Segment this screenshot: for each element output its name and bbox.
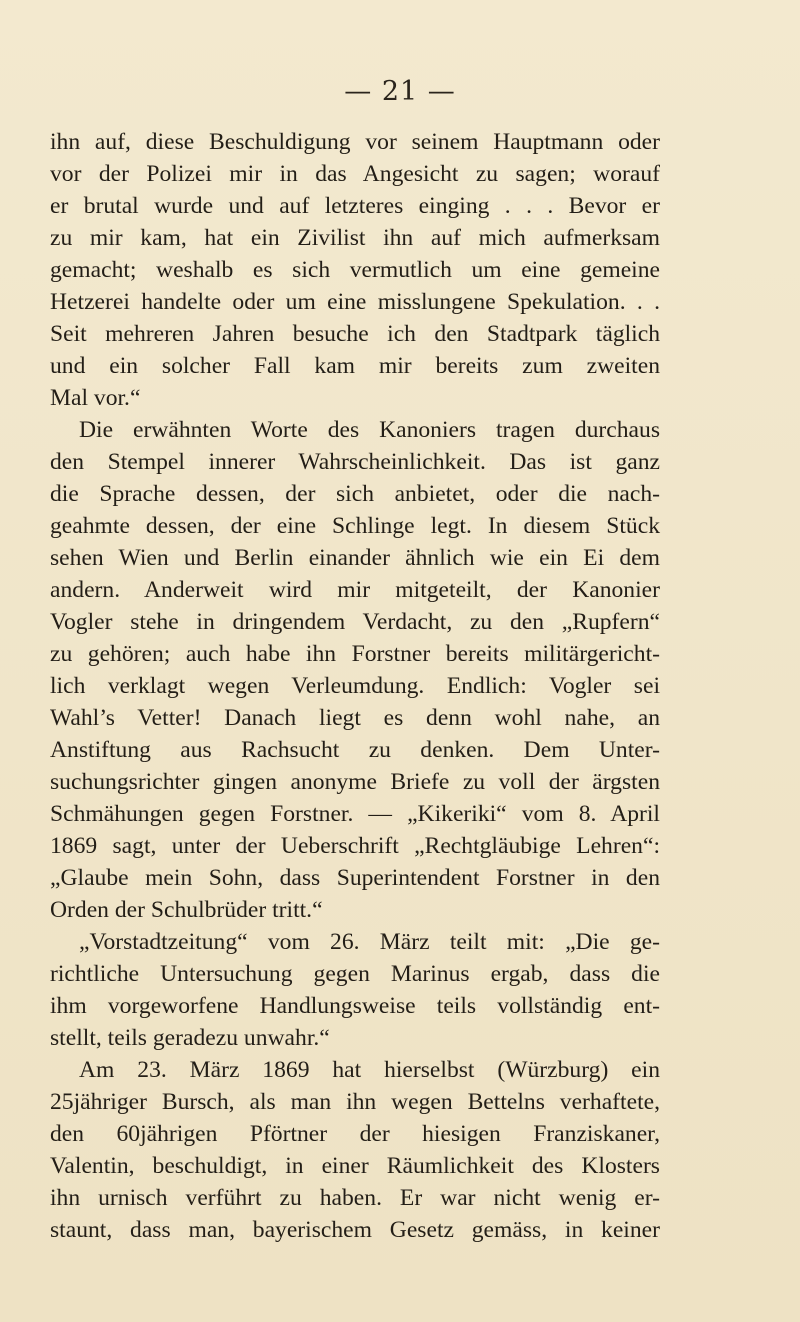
text-line: Schmähungen gegen Forstner. — „Kikeriki“ vom 8. April (50, 801, 660, 827)
text-line: zu gehören; auch habe ihn Forstner bereits militärgericht- (50, 641, 660, 667)
text-line: Mal vor.“ (50, 385, 141, 411)
text-line: Orden der Schulbrüder tritt.“ (50, 897, 323, 923)
text-line: ihn urnisch verführt zu haben. Er war nicht wenig er- (50, 1185, 660, 1211)
text-line: die Sprache dessen, der sich anbietet, oder die nach- (50, 481, 660, 507)
text-line: 25jähriger Bursch, als man ihn wegen Bettelns verhaftete, (50, 1089, 660, 1115)
text-line: „Vorstadtzeitung“ vom 26. März teilt mit: „Die ge- (79, 929, 660, 955)
text-line: suchungsrichter gingen anonyme Briefe zu voll der ärgsten (50, 769, 660, 795)
text-line: 1869 sagt, unter der Ueberschrift „Rechtgläubige Lehren“: (50, 833, 660, 859)
text-line: stellt, teils geradezu unwahr.“ (50, 1025, 330, 1051)
text-line: Vogler stehe in dringendem Verdacht, zu den „Rupfern“ (50, 609, 660, 635)
text-line: andern. Anderweit wird mir mitgeteilt, der Kanonier (50, 577, 660, 603)
text-line: lich verklagt wegen Verleumdung. Endlich: Vogler sei (50, 673, 660, 699)
text-line: Hetzerei handelte oder um eine misslungene Spekulation. . . (50, 289, 660, 315)
text-line: zu mir kam, hat ein Zivilist ihn auf mich aufmerksam (50, 225, 660, 251)
text-line: ihm vorgeworfene Handlungsweise teils vollständig ent- (50, 993, 660, 1019)
text-line: Anstiftung aus Rachsucht zu denken. Dem Unter- (50, 737, 660, 763)
text-line: richtliche Untersuchung gegen Marinus ergab, dass die (50, 961, 660, 987)
text-line: staunt, dass man, bayerischem Gesetz gemäss, in keiner (50, 1217, 660, 1243)
text-line: und ein solcher Fall kam mir bereits zum zweiten (50, 353, 660, 379)
body-text (50, 126, 660, 1246)
text-line: Valentin, beschuldigt, in einer Räumlichkeit des Klosters (50, 1153, 660, 1179)
text-line: Am 23. März 1869 hat hierselbst (Würzburg) ein (79, 1057, 660, 1083)
page-number-header: — 21 — (344, 76, 456, 107)
text-line: ihn auf, diese Beschuldigung vor seinem Hauptmann oder (50, 129, 660, 155)
text-line: gemacht; weshalb es sich vermutlich um eine gemeine (50, 257, 660, 283)
text-line: er brutal wurde und auf letzteres einging . . . Bevor er (50, 193, 660, 219)
text-line: den 60jährigen Pförtner der hiesigen Franziskaner, (50, 1121, 660, 1147)
text-line: Wahl’s Vetter! Danach liegt es denn wohl nahe, an (50, 705, 660, 731)
text-line: Seit mehreren Jahren besuche ich den Stadtpark täglich (50, 321, 660, 347)
text-line: vor der Polizei mir in das Angesicht zu sagen; worauf (50, 161, 660, 187)
text-line: den Stempel innerer Wahrscheinlichkeit. Das ist ganz (50, 449, 660, 475)
text-line: geahmte dessen, der eine Schlinge legt. In diesem Stück (50, 513, 660, 539)
text-line: Die erwähnten Worte des Kanoniers tragen durchaus (79, 417, 660, 443)
text-line: sehen Wien und Berlin einander ähnlich wie ein Ei dem (50, 545, 660, 571)
text-line: „Glaube mein Sohn, dass Superintendent Forstner in den (50, 865, 660, 891)
